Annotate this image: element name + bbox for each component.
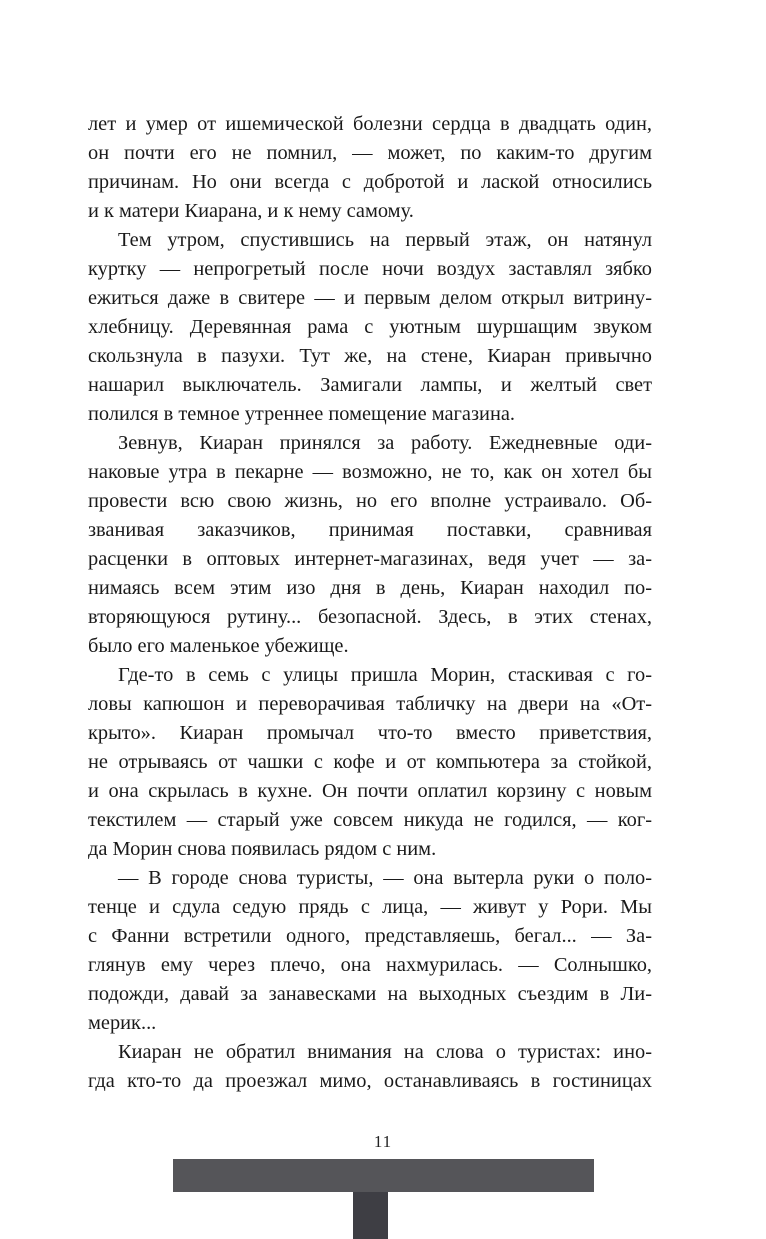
text-line: расценки в оптовых интернет-магазинах, ведя учет — за- — [88, 548, 652, 570]
text-line: Киаран не обратил внимания на слова о туристах: ино- — [118, 1041, 652, 1063]
footer-bar — [173, 1159, 594, 1192]
footer-tab — [353, 1192, 388, 1239]
text-line: текстилем — старый уже совсем никуда не годился, — ког- — [88, 809, 652, 831]
text-line: причинам. Но они всегда с добротой и лаской относились — [88, 171, 652, 193]
text-line: ежиться даже в свитере — и первым делом открыл витрину- — [88, 287, 652, 309]
text-line: вторяющуюся рутину... безопасной. Здесь, в этих стенах, — [88, 606, 652, 628]
text-line: с Фанни встретили одного, представляешь, бегал... — За- — [88, 925, 652, 947]
text-line: наковые утра в пекарне — возможно, не то, как он хотел бы — [88, 461, 652, 483]
text-line: и к матери Киарана, и к нему самому. — [88, 200, 414, 222]
text-line: ловы капюшон и переворачивая табличку на двери на «От- — [88, 693, 652, 715]
text-line: было его маленькое убежище. — [88, 635, 349, 657]
text-line: полился в темное утреннее помещение магазина. — [88, 403, 515, 425]
text-line: тенце и сдула седую прядь с лица, — живут у Рори. Мы — [88, 896, 652, 918]
text-line: гда кто-то да проезжал мимо, останавливаясь в гостиницах — [88, 1070, 652, 1092]
text-line: — В городе снова туристы, — она вытерла руки о поло- — [118, 867, 652, 889]
text-line: званивая заказчиков, принимая поставки, сравнивая — [88, 519, 652, 541]
text-line: нимаясь всем этим изо дня в день, Киаран находил по- — [88, 577, 652, 599]
text-line: крыто». Киаран промычал что-то вместо приветствия, — [88, 722, 652, 744]
text-line: нашарил выключатель. Замигали лампы, и желтый свет — [88, 374, 652, 396]
book-page-body — [88, 110, 652, 1096]
text-line: провести всю свою жизнь, но его вполне устраивало. Об- — [88, 490, 652, 512]
text-line: не отрываясь от чашки с кофе и от компьютера за стойкой, — [88, 751, 652, 773]
text-line: скользнула в пазухи. Тут же, на стене, Киаран привычно — [88, 345, 652, 367]
text-line: Зевнув, Киаран принялся за работу. Ежедневные оди- — [118, 432, 652, 454]
text-line: куртку — непрогретый после ночи воздух заставлял зябко — [88, 258, 652, 280]
text-line: Тем утром, спустившись на первый этаж, он натянул — [118, 229, 652, 251]
text-line: лет и умер от ишемической болезни сердца в двадцать один, — [88, 113, 652, 135]
text-line: и она скрылась в кухне. Он почти оплатил корзину с новым — [88, 780, 652, 802]
text-line: да Морин снова появилась рядом с ним. — [88, 838, 437, 860]
text-line: хлебницу. Деревянная рама с уютным шуршащим звуком — [88, 316, 652, 338]
text-line: мерик... — [88, 1012, 157, 1034]
text-line: подожди, давай за занавесками на выходных съездим в Ли- — [88, 983, 652, 1005]
text-line: он почти его не помнил, — может, по каким-то другим — [88, 142, 652, 164]
page-number: 11 — [373, 1132, 393, 1151]
text-line: Где-то в семь с улицы пришла Морин, стаскивая с го- — [118, 664, 652, 686]
text-line: глянув ему через плечо, она нахмурилась. — Солнышко, — [88, 954, 652, 976]
